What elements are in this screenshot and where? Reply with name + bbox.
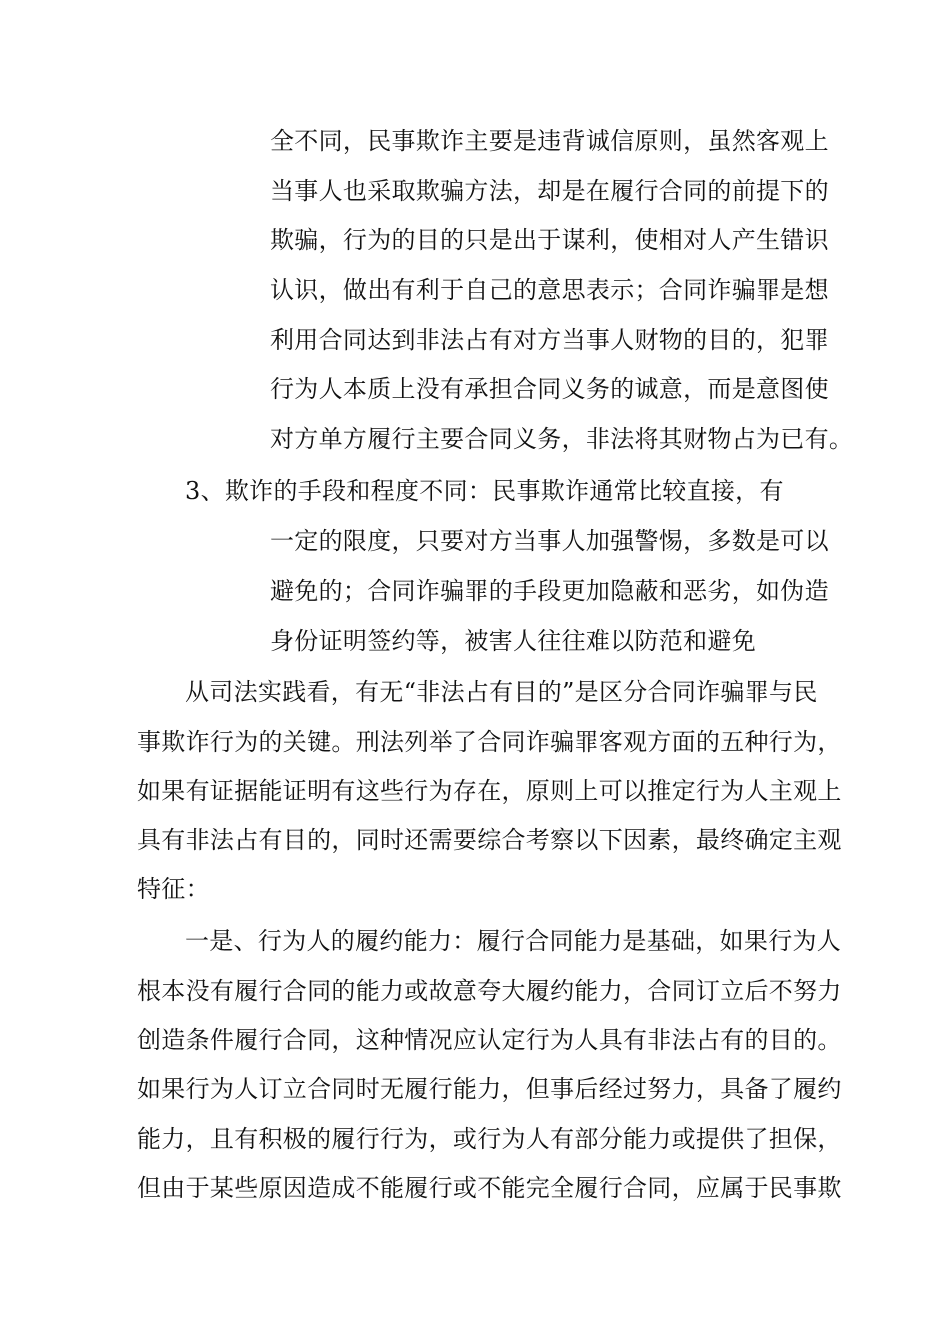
paragraph-first-line: 一是、行为人的履约能力：履行合同能力是基础，如果行为人 xyxy=(185,927,842,955)
text-line: 如果行为人订立合同时无履行能力，但事后经过努力，具备了履约 xyxy=(137,1075,842,1103)
text-line: 具有非法占有目的，同时还需要综合考察以下因素，最终确定主观 xyxy=(137,826,842,854)
text-line: 欺骗，行为的目的只是出于谋利，使相对人产生错识 xyxy=(270,226,829,254)
list-item-3-heading: 3、欺诈的手段和程度不同：民事欺诈通常比较直接，有 xyxy=(185,477,784,505)
text-line: 全不同，民事欺诈主要是违背诚信原则，虽然客观上 xyxy=(270,127,829,155)
text-line: 特征： xyxy=(137,875,210,903)
text-line: 身份证明签约等，被害人往往难以防范和避免 xyxy=(270,627,756,655)
text-line: 根本没有履行合同的能力或故意夸大履约能力，合同订立后不努力 xyxy=(137,977,842,1005)
text-line: 如果有证据能证明有这些行为存在，原则上可以推定行为人主观上 xyxy=(137,777,842,805)
paragraph-first-line: 从司法实践看，有无“非法占有目的”是区分合同诈骗罪与民 xyxy=(185,678,818,706)
text-line: 认识，做出有利于自己的意思表示；合同诈骗罪是想 xyxy=(270,276,829,304)
text-line: 行为人本质上没有承担合同义务的诚意，而是意图使 xyxy=(270,375,829,403)
text-line: 对方单方履行主要合同义务，非法将其财物占为已有。 xyxy=(270,425,854,453)
text-line: 利用合同达到非法占有对方当事人财物的目的，犯罪 xyxy=(270,326,829,354)
text-line: 但由于某些原因造成不能履行或不能完全履行合同，应属于民事欺 xyxy=(137,1174,842,1202)
text-line: 避免的；合同诈骗罪的手段更加隐蔽和恶劣，如伪造 xyxy=(270,577,829,605)
text-line: 一定的限度，只要对方当事人加强警惕，多数是可以 xyxy=(270,527,829,555)
text-line: 当事人也采取欺骗方法，却是在履行合同的前提下的 xyxy=(270,177,829,205)
text-line: 创造条件履行合同，这种情况应认定行为人具有非法占有的目的。 xyxy=(137,1026,842,1054)
text-line: 能力，且有积极的履行行为，或行为人有部分能力或提供了担保， xyxy=(137,1125,842,1153)
text-line: 事欺诈行为的关键。刑法列举了合同诈骗罪客观方面的五种行为， xyxy=(137,728,842,756)
